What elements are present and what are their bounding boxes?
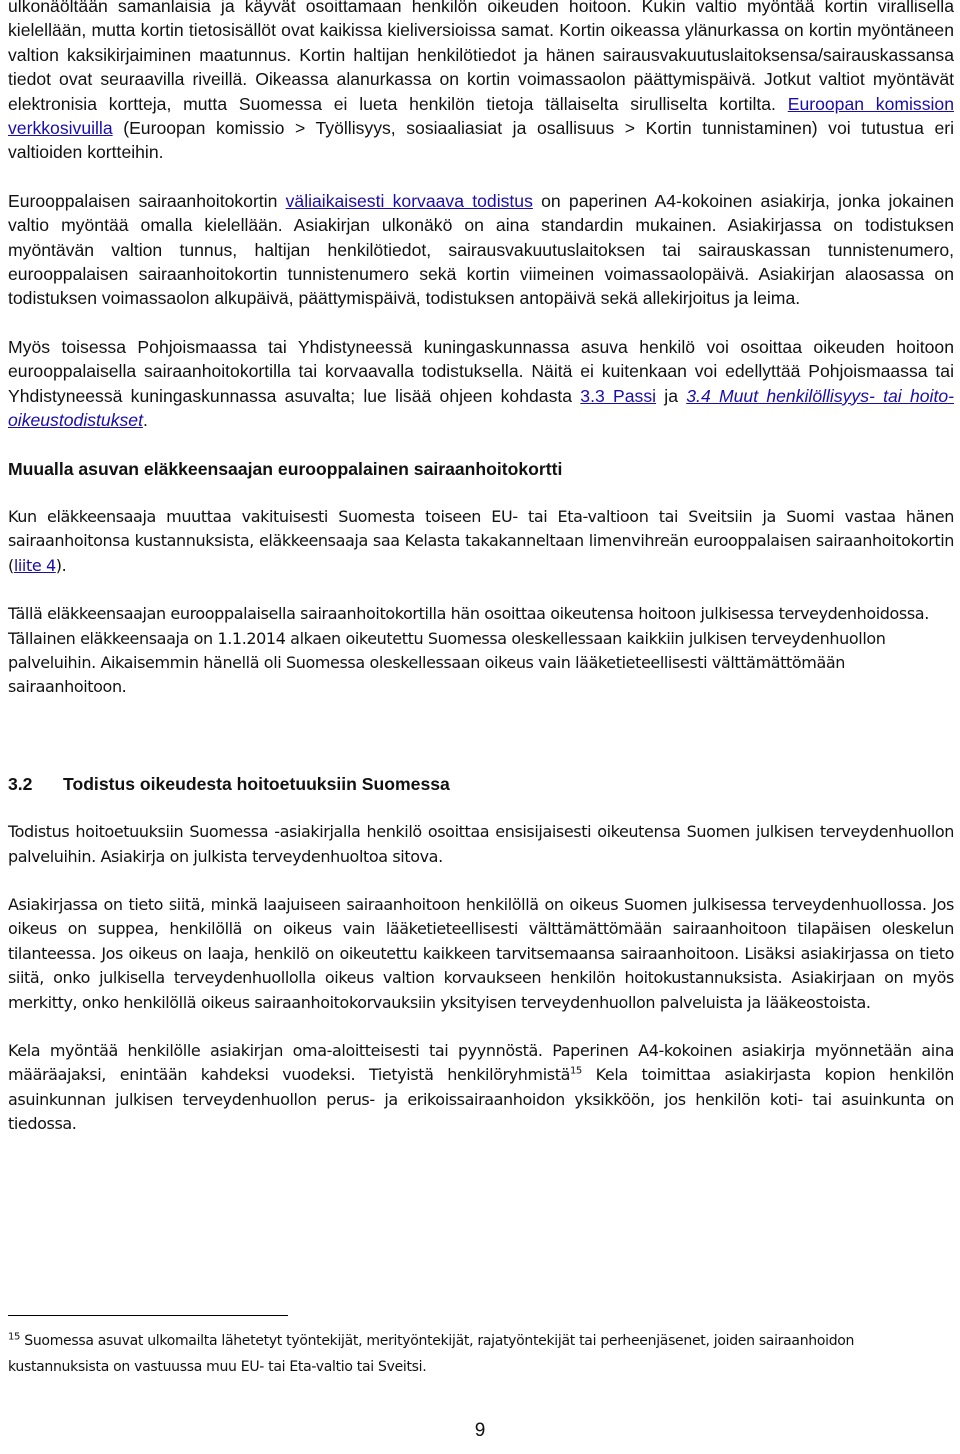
- temporary-certificate-link[interactable]: väliaikaisesti korvaava todistus: [285, 190, 533, 211]
- section-title: Todistus oikeudesta hoitoetuuksiin Suomessa: [63, 773, 450, 794]
- appendix-4-link[interactable]: liite 4: [13, 555, 56, 575]
- pensioner-paragraph-1: Kun eläkkeensaaja muuttaa vakituisesti Suomesta toiseen EU- tai Eta-valtioon tai Sveitsiin ja Suomi vastaa hänen sairaanhoitonsa kustannuksista, eläkkeensaaja saa Kelasta takakanneltaan limenvihreän eurooppalaisen sairaanhoitokortin (liite 4).: [8, 506, 954, 575]
- page-number: 9: [474, 1420, 486, 1441]
- intro-paragraph: ulkonäöltään samanlaisia ja käyvät osoittamaan henkilön oikeuden hoitoon. Kukin valtio myöntää kortin virallisella kielellään, mutta kortin tietosisällöt ovat kaikissa kieliversioissa samat. Kortin oikeassa ylänurkassa on kortin myöntäneen valtion kaksikirjaiminen maatunnus. Kortin haltijan henkilötiedot ja hänen sairausvakuutuslaitoksensa/sairauskassansa tiedot ovat seuraavilla riveillä. Oikeassa alanurkassa on kortin voimassaolon päättymispäivä. Jotkut valtiot myöntävät elektronisia kortteja, mutta Suomessa ei lueta henkilön tietoja tällaiselta sirulliselta kortilta. Euroopan komission verkkosivuilla (Euroopan komissio > Työllisyys, sosiaaliasiat ja osallisuus > Kortin tunnistaminen) voi tutustua eri valtioiden kortteihin.: [8, 0, 955, 163]
- european-commission-link[interactable]: Euroopan komission verkkosivuilla: [8, 93, 955, 139]
- footnote-number: 15: [8, 1331, 21, 1343]
- pensioner-paragraph-2: Tällä eläkkeensaajan eurooppalaisella sairaanhoitokortilla hän osoittaa oikeutensa hoitoon julkisessa terveydenhoidossa. Tällainen eläkkeensaaja on 1.1.2014 alkaen oikeutettu Suomessa oleskellessaan kaikkiin julkisen terveydenhuollon palveluihin. Aikaisemmin hänellä oli Suomessa oleskellessaan oikeus vain lääketieteellisesti välttämättömään sairaanhoitoon.: [8, 604, 929, 697]
- footnote-reference[interactable]: 15: [569, 1066, 582, 1078]
- certificate-paragraph: Eurooppalaisen sairaanhoitokortin väliaikaisesti korvaava todistus on paperinen A4-kokoinen asiakirja, jonka jokainen valtio myöntää omalla kielellään. Asiakirjan ulkonäkö on aina standardin mukainen. Asiakirjassa on todistuksen myöntävän valtion tunnus, haltijan henkilötiedot, sairausvakuutuslaitoksen tai sairauskassan tunnistenumero, eurooppalaisen sairaanhoitokortin tunnistenumero sekä kortin viimeinen voimassaolopäivä. Asiakirjan alaosassa on todistuksen voimassaolon alkupäivä, päättymispäivä, todistuksen antopäivä sekä allekirjoitus ja leima.: [8, 190, 954, 309]
- footnote-text: Suomessa asuvat ulkomailta lähetetyt työntekijät, merityöntekijät, rajatyöntekijät tai perheenjäsenet, joiden sairaanhoidon kustannuksista on vastuussa muu EU- tai Eta-valtio tai Sveitsi.: [8, 1333, 855, 1375]
- passport-section-link[interactable]: 3.3 Passi: [580, 385, 657, 406]
- section-paragraph-3: Kela myöntää henkilölle asiakirjan oma-aloitteisesti tai pyynnöstä. Paperinen A4-kokoinen asiakirja myönnetään aina määräajaksi, enintään kahdeksi vuodeksi. Tietyistä henkilöryhmistä$^{15}$ Kela toimittaa asiakirjasta kopion henkilön asuinkunnan julkisen terveydenhuollon perus- ja erikoissairaanhoidon yksikköön, jos henkilön koti- tai asuinkunta on tiedossa.: [8, 1041, 954, 1134]
- footnote-divider: [8, 1315, 288, 1316]
- pensioner-heading: Muualla asuvan eläkkeensaajan eurooppalainen sairaanhoitokortti: [8, 458, 563, 479]
- footnote: [8, 1328, 948, 1380]
- section-heading: [8, 772, 954, 796]
- nordic-paragraph: Myös toisessa Pohjoismaassa tai Yhdistyneessä kuningaskunnassa asuva henkilö voi osoittaa oikeuden hoitoon eurooppalaisella sairaanhoitokortilla tai korvaavalla todistuksella. Näitä ei kuitenkaan voi edellyttää Pohjoismaassa tai Yhdistyneessä kuningaskunnassa asuvalta; lue lisää ohjeen kohdasta 3.3 Passi ja 3.4 Muut henkilöllisyys- tai hoito-oikeustodistukset.: [8, 336, 954, 431]
- section-paragraph-2: Asiakirjassa on tieto siitä, minkä laajuiseen sairaanhoitoon henkilöllä on oikeus Suomen julkisessa terveydenhuollossa. Jos oikeus on suppea, henkilöllä on oikeus vain lääketieteellisesti välttämättömään sairaanhoitoon tilapäisen oleskelun tilanteessa. Jos oikeus on laaja, henkilö on oikeutettu kaikkeen tarvitsemaansa sairaanhoitoon. Lisäksi asiakirjassa on tieto siitä, onko julkisella terveydenhuollolla oikeus valtion korvaukseen henkilön hoitokustannuksista. Asiakirjaan on myös merkitty, onko henkilöllä oikeus sairaanhoitokorvauksiin yksityisen terveydenhuollon palveluista ja lääkeostoista.: [8, 894, 954, 1012]
- document-body: [8, 0, 954, 1137]
- other-id-section-link[interactable]: 3.4 Muut henkilöllisyys- tai hoito-oikeustodistukset: [8, 385, 954, 431]
- section-number: 3.2: [8, 773, 33, 794]
- section-paragraph-1: Todistus hoitoetuuksiin Suomessa -asiakirjalla henkilö osoittaa ensisijaisesti oikeutensa Suomen julkisen terveydenhuollon palveluihin. Asiakirja on julkista terveydenhuoltoa sitova.: [8, 822, 954, 866]
